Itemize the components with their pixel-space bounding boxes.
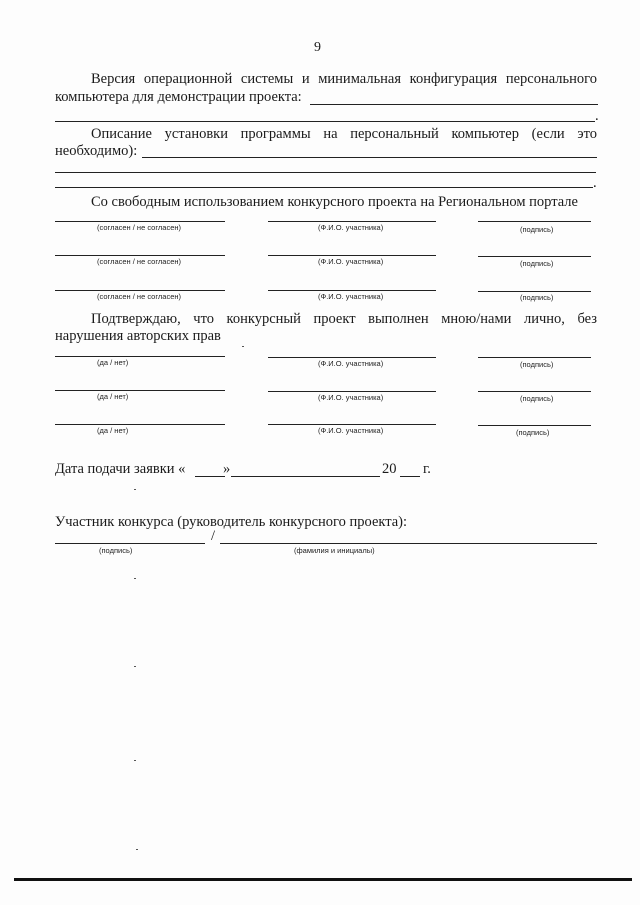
confirm-signature-caption-3: (подпись) [516,428,550,437]
confirm-name-caption-1: (Ф.И.О. участника) [318,359,384,368]
scan-speck [134,666,136,667]
signature-caption-2: (подпись) [520,259,554,268]
date-month-line[interactable] [231,476,380,477]
answer-caption-1: (да / нет) [97,358,129,367]
leader-slash: / [211,528,216,544]
confirm-name-caption-3: (Ф.И.О. участника) [318,426,384,435]
portal-heading: Со свободным использованием конкурсного проекта на Региональном портале [91,194,578,210]
date-quote-close: » [223,461,231,477]
date-year-prefix: 20 [382,461,397,477]
participant-name-caption-3: (Ф.И.О. участника) [318,292,384,301]
consent-caption-1: (согласен / не согласен) [97,223,182,232]
scan-speck [136,849,138,850]
os-period: . [595,108,599,124]
scan-speck [134,489,136,490]
confirm-signature-line-2[interactable] [478,391,591,392]
scan-speck [134,578,136,579]
confirm-signature-caption-2: (подпись) [520,394,554,403]
os-paragraph-line2: компьютера для демонстрации проекта: [55,89,302,105]
date-day-line[interactable] [195,476,225,477]
install-fill-line-2[interactable] [55,172,596,173]
leader-name-caption: (фамилия и инициалы) [294,546,375,555]
install-period: . [593,175,597,191]
confirm-signature-line-1[interactable] [478,357,591,358]
answer-line-3[interactable] [55,424,225,425]
answer-caption-2: (да / нет) [97,392,129,401]
leader-label: Участник конкурса (руководитель конкурсного проекта): [55,514,408,530]
date-year-suffix: г. [423,461,431,477]
signature-line-2[interactable] [478,256,591,257]
install-fill-line-3[interactable] [55,187,593,188]
os-paragraph-line1: Версия операционной системы и минимальная конфигурация персонального [91,71,597,87]
confirm-name-line-2[interactable] [268,391,436,392]
page-number: 9 [314,40,321,55]
signature-line-1[interactable] [478,221,591,222]
leader-signature-line[interactable] [55,543,205,544]
consent-caption-3: (согласен / не согласен) [97,292,182,301]
participant-name-line-3[interactable] [268,290,436,291]
answer-line-2[interactable] [55,390,225,391]
os-fill-line-2[interactable] [55,121,595,122]
leader-name-line[interactable] [220,543,597,544]
confirm-paragraph-line2: нарушения авторских прав [55,328,221,344]
signature-caption-3: (подпись) [520,293,554,302]
install-paragraph-line1: Описание установки программы на персональный компьютер (если это [91,126,597,142]
answer-caption-3: (да / нет) [97,426,129,435]
install-paragraph-line2: необходимо): [55,143,138,159]
confirm-signature-line-3[interactable] [478,425,591,426]
participant-name-line-1[interactable] [268,221,436,222]
install-fill-line-1[interactable] [142,157,597,158]
os-fill-line-1[interactable] [310,104,598,105]
date-label: Дата подачи заявки « [55,461,186,477]
signature-caption-1: (подпись) [520,225,554,234]
participant-name-caption-1: (Ф.И.О. участника) [318,223,384,232]
participant-name-line-2[interactable] [268,255,436,256]
signature-line-3[interactable] [478,291,591,292]
consent-line-2[interactable] [55,255,225,256]
confirm-name-line-1[interactable] [268,357,436,358]
scan-speck [242,346,244,347]
confirm-name-line-3[interactable] [268,424,436,425]
confirm-name-caption-2: (Ф.И.О. участника) [318,393,384,402]
participant-name-caption-2: (Ф.И.О. участника) [318,257,384,266]
confirm-signature-caption-1: (подпись) [520,360,554,369]
consent-caption-2: (согласен / не согласен) [97,257,182,266]
scan-speck [134,760,136,761]
bottom-rule [14,878,632,881]
leader-signature-caption: (подпись) [99,546,133,555]
answer-line-1[interactable] [55,356,225,357]
date-year-line[interactable] [400,476,420,477]
confirm-paragraph-line1: Подтверждаю, что конкурсный проект выполнен мною/нами лично, без [91,311,597,327]
consent-line-1[interactable] [55,221,225,222]
consent-line-3[interactable] [55,290,225,291]
